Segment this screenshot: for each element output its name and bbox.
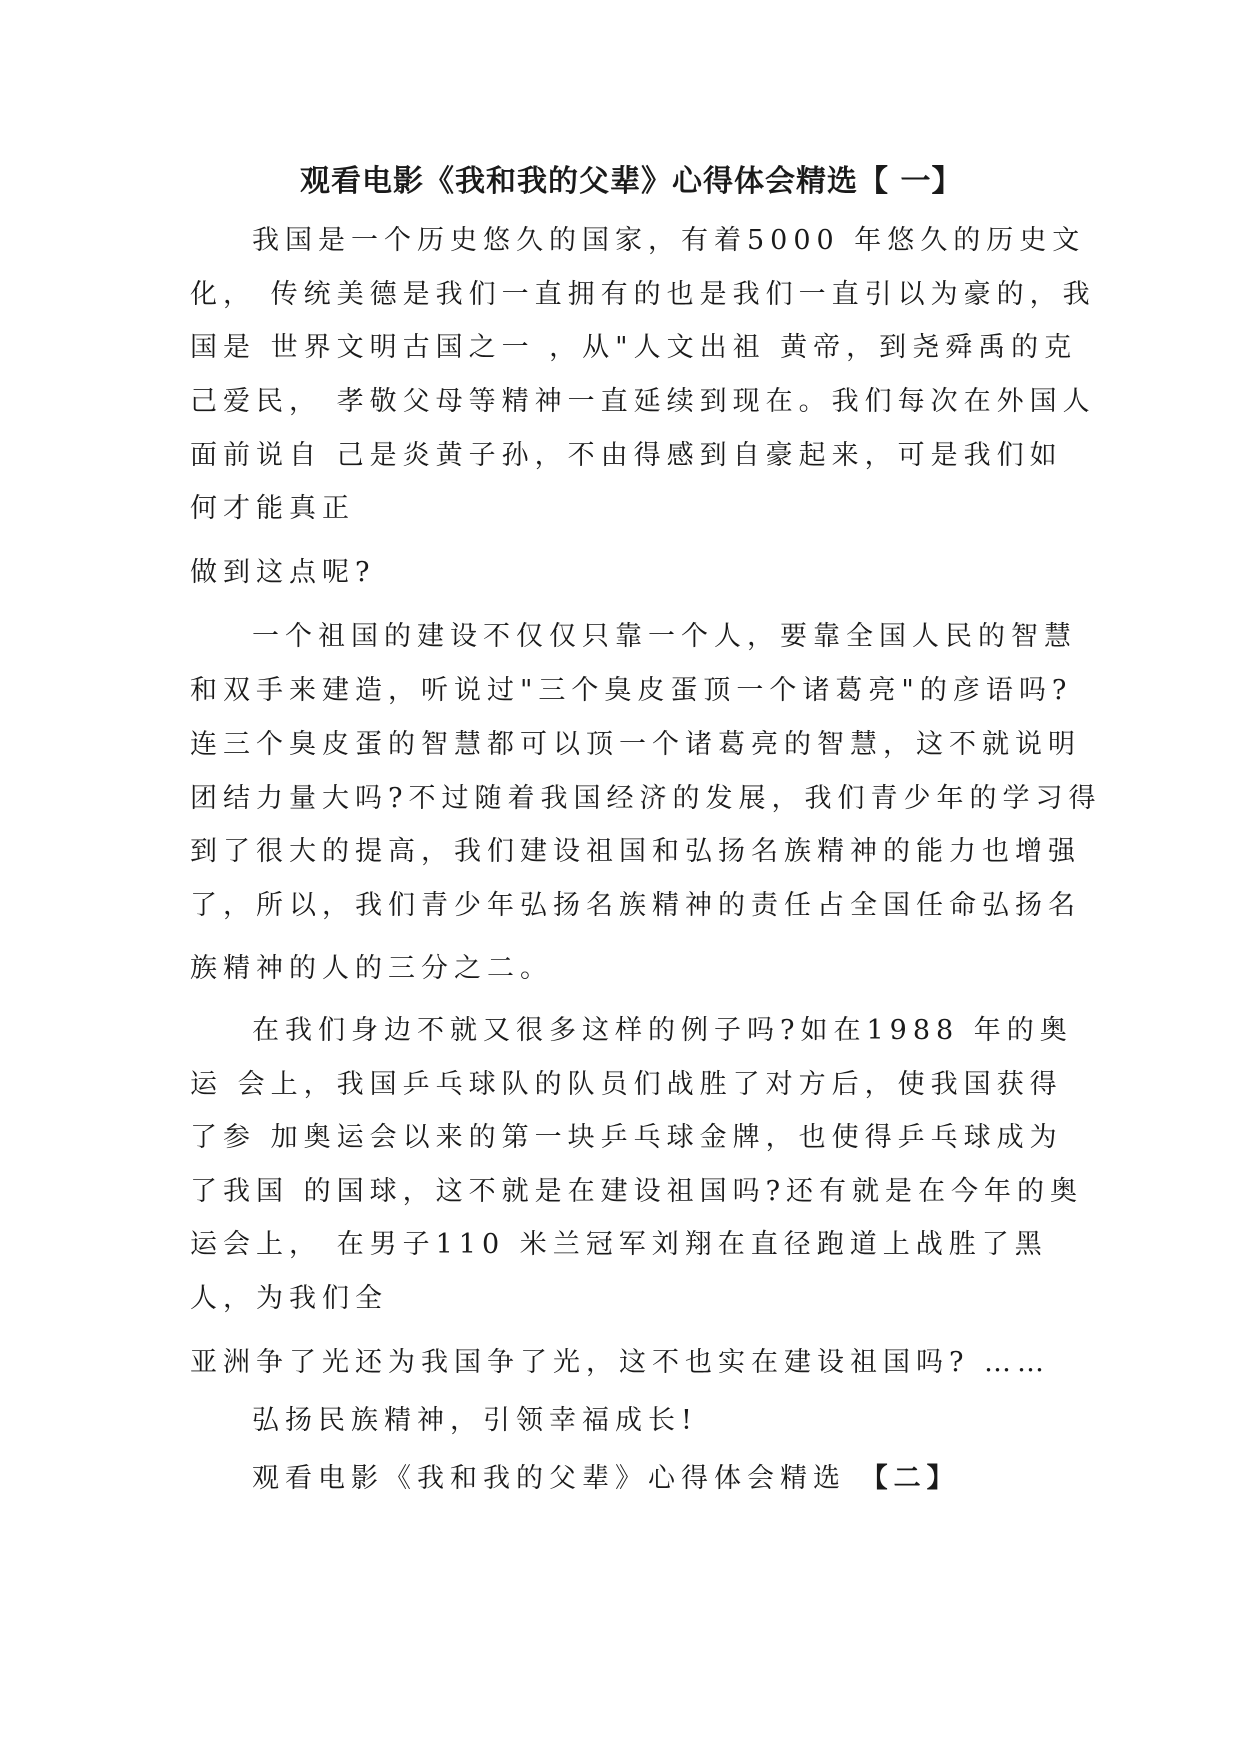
- paragraph-line: 在我们身边不就又很多这样的例子吗?如在1988 年的奥: [252, 1015, 1073, 1046]
- next-section-heading-marker: 【二】: [860, 1463, 960, 1494]
- paragraph-line: 做到这点呢?: [190, 557, 376, 588]
- paragraph-line: 运会上， 在男子110 米兰冠军刘翔在直径跑道上战胜了黑: [190, 1229, 1048, 1260]
- paragraph-line: 我国是一个历史悠久的国家，有着5000 年悠久的历史文: [252, 225, 1086, 256]
- paragraph-line: 到了很大的提高，我们建设祖国和弘扬名族精神的能力也增强: [190, 836, 1081, 867]
- paragraph-line: 了我国 的国球，这不就是在建设祖国吗?还有就是在今年的奥: [190, 1176, 1084, 1207]
- paragraph-line: 连三个臭皮蛋的智慧都可以顶一个诸葛亮的智慧，这不就说明: [190, 729, 1081, 760]
- next-section-heading-text: 观看电影《我和我的父辈》心得体会精选: [252, 1463, 861, 1494]
- paragraph-line: 何才能真正: [190, 493, 355, 524]
- paragraph-line: 团结力量大吗?不过随着我国经济的发展，我们青少年的学习得: [190, 783, 1102, 814]
- next-section-heading: [252, 1456, 960, 1495]
- paragraph-line: 了，所以，我们青少年弘扬名族精神的责任占全国任命弘扬名: [190, 890, 1081, 921]
- paragraph-line: 了参 加奥运会以来的第一块乒乓球金牌，也使得乒乓球成为: [190, 1122, 1063, 1153]
- paragraph-line: 面前说自 己是炎黄子孙，不由得感到自豪起来，可是我们如: [190, 440, 1063, 471]
- paragraph-line: 亚洲争了光还为我国争了光，这不也实在建设祖国吗? ……: [190, 1347, 1051, 1378]
- paragraph-line: 弘扬民族精神，引领幸福成长!: [252, 1405, 698, 1436]
- paragraph-line: 己爱民， 孝敬父母等精神一直延续到现在。我们每次在外国人: [190, 386, 1096, 417]
- paragraph-line: 化， 传统美德是我们一直拥有的也是我们一直引以为豪的，我: [190, 279, 1096, 310]
- paragraph-line: 和双手来建造，听说过"三个臭皮蛋顶一个诸葛亮"的彦语吗?: [190, 675, 1073, 706]
- document-title: 观看电影《我和我的父辈》心得体会精选【 一】: [300, 164, 963, 199]
- paragraph-line: 人，为我们全: [190, 1283, 388, 1314]
- paragraph-line: 族精神的人的三分之二。: [190, 953, 553, 984]
- paragraph-line: 国是 世界文明古国之一 ，从"人文出祖 黄帝，到尧舜禹的克: [190, 332, 1078, 363]
- paragraph-line: 一个祖国的建设不仅仅只靠一个人，要靠全国人民的智慧: [252, 621, 1077, 652]
- paragraph-line: 运 会上，我国乒乓球队的队员们战胜了对方后，使我国获得: [190, 1069, 1063, 1100]
